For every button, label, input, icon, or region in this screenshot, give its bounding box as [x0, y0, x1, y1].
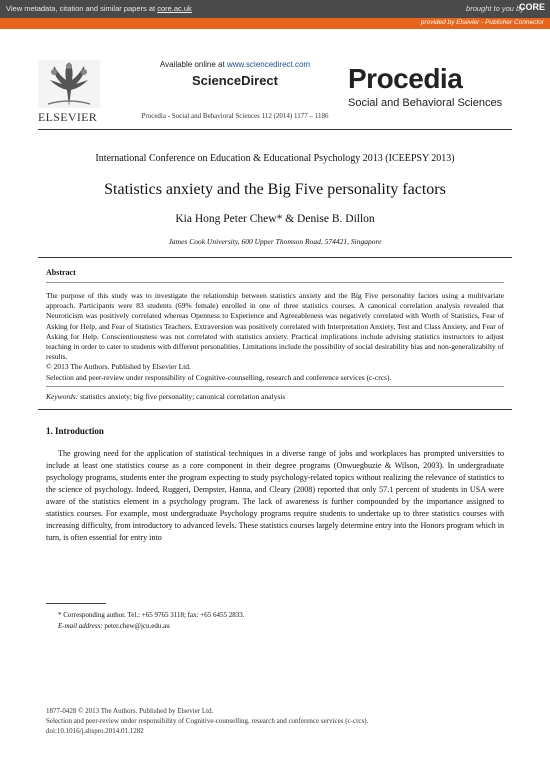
core-brought-text: brought to you by [466, 4, 524, 13]
core-metadata-text [6, 4, 192, 13]
email-footnote [58, 622, 170, 630]
conference-name: International Conference on Education & Educational Psychology 2013 (ICEEPSY 2013) [95, 153, 455, 164]
keywords-bottom-rule [38, 409, 512, 410]
abstract-top-rule [38, 257, 512, 258]
corresponding-author-footnote: * Corresponding author. Tel.: +65 9765 3118; fax: +65 6455 2833. [58, 611, 245, 619]
elsevier-tree-logo-icon [38, 60, 100, 108]
page-footer [46, 706, 516, 736]
core-provider-text[interactable]: provided by Elsevier - Publisher Connector [420, 19, 544, 26]
keywords-list: statistics anxiety; big five personality; canonical correlation analysis [80, 392, 286, 401]
keywords-rule [46, 386, 504, 387]
core-banner [0, 0, 550, 18]
available-prefix: Available online at [159, 60, 225, 69]
footer-doi-link[interactable]: doi:10.1016/j.sbspro.2014.01.1282 [46, 727, 144, 735]
copyright-block [46, 362, 504, 383]
peer-review-line: Selection and peer-review under responsibility of Cognitive-counselling, research and conference services (c-crcs). [46, 372, 392, 382]
sciencedirect-logo: ScienceDirect [192, 73, 278, 88]
email-address-link[interactable]: peter.chew@jcu.edu.au [104, 622, 170, 630]
header-rule [38, 129, 512, 130]
abstract-head-rule [46, 282, 504, 283]
paper-authors: Kia Hong Peter Chew* & Denise B. Dillon [175, 213, 375, 225]
core-left-text: View metadata, citation and similar papers at [6, 4, 156, 13]
introduction-paragraph: The growing need for the application of statistical techniques in a diverse range of jobs and workplaces has prompted universities to include at least one statistics course as a core component in their degree programs (Onwuegbuzie & Wilson, 2003). In undergraduate psychology programs, students enter the program expecting to study psychology-related topics without realizing the relevance of statistics to the science of psychology. Indeed, Ruggeri, Dempster, Hanna, and Cleary (2008) reported that only 57.1 percent of students in USA were aware of the statistics element in a psychology program. The lack of awareness is further compounded by the importance assigned to statistics courses. For example, most undergraduate Psychology programs require students to undertake up to three statistics courses with increasing difficulty, from introductory to advanced levels. These statistics courses largely determine entry into the Honors program which in turn, is often essential for entry into [46, 449, 504, 542]
email-label: E-mail address: [58, 622, 103, 630]
core-link[interactable]: core.ac.uk [157, 4, 192, 13]
keywords-label: Keywords: [46, 392, 79, 401]
abstract-text: The purpose of this study was to investigate the relationship between statistics anxiety and the Big Five personality factors using a multivariate approach. Participants were 83 students (69% female) enrolled in one of three statistics courses. A canonical correlation analysis revealed that Neuroticism was positively correlated whereas Openness to Experience and Agreeableness was negatively correlated with Worth of Statistics, Fear of Asking for Help, and Fear of Statistics Teachers. Extraversion was positively correlated with Interpretation Anxiety, Test and Class Anxiety, and Fear of Asking for Help. Conscientiousness was not correlated with statistics anxiety. Practical implications include advising statistics instructors to adjust teaching in order to cater to students with different personalities. Limitations include the possibility of social desirability bias and non-generalizabilty of results. [46, 291, 504, 362]
abstract-heading: Abstract [46, 268, 76, 277]
core-provider-bar [0, 18, 550, 29]
journal-header [0, 55, 550, 125]
sciencedirect-link[interactable]: www.sciencedirect.com [226, 60, 311, 69]
keywords-line [46, 392, 504, 401]
copyright-line: © 2013 The Authors. Published by Elsevier Ltd. [46, 362, 191, 371]
available-online [150, 60, 320, 69]
core-logo[interactable]: CORE [518, 2, 545, 12]
paper-title: Statistics anxiety and the Big Five personality factors [104, 181, 446, 198]
section-heading-introduction: 1. Introduction [46, 426, 104, 436]
footnote-rule [46, 603, 106, 604]
procedia-logo: Procedia [348, 63, 463, 94]
journal-citation: Procedia - Social and Behavioral Sciences 112 (2014) 1177 – 1186 [141, 112, 329, 120]
author-affiliation: James Cook University, 600 Upper Thomson Road, 574421, Singapore [168, 237, 382, 246]
procedia-subtitle: Social and Behavioral Sciences [348, 97, 503, 109]
elsevier-wordmark: ELSEVIER [38, 110, 98, 124]
footer-peer-review-line: Selection and peer-review under responsibility of Cognitive-counselling, research and conference services (c-crcs). [46, 717, 369, 725]
footer-issn-line: 1877-0428 © 2013 The Authors. Published by Elsevier Ltd. [46, 707, 214, 715]
